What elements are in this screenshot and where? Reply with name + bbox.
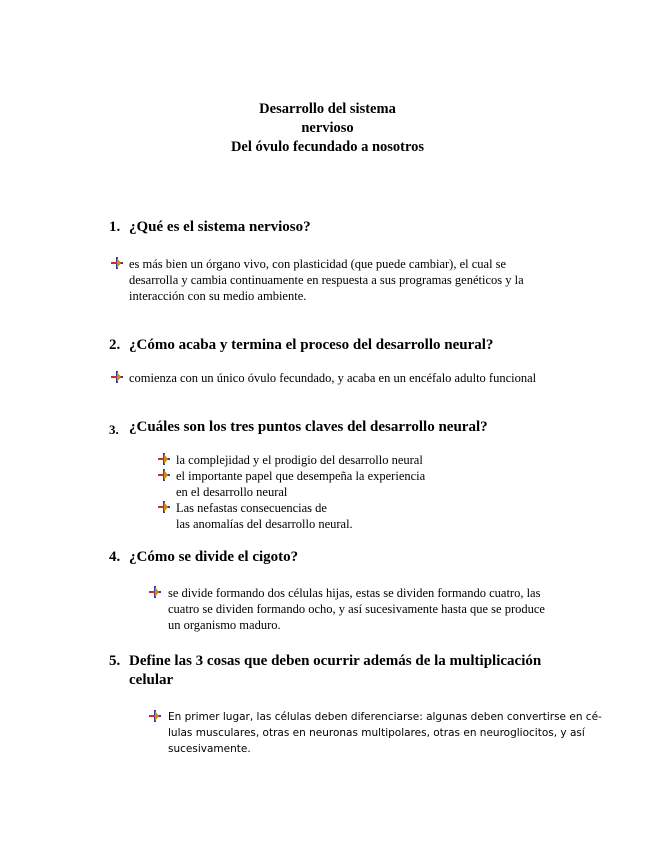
- bullet-arrow-icon: [158, 501, 170, 513]
- answer-line: sucesivamente.: [168, 743, 251, 755]
- point-line: el importante papel que desempeña la experiencia: [176, 469, 426, 483]
- answer-line: un organismo maduro.: [168, 618, 281, 632]
- question-4-text: ¿Cómo se divide el cigoto?: [129, 549, 299, 565]
- answer-line: comienza con un único óvulo fecundado, y acaba en un encéfalo adulto funcional: [129, 371, 537, 385]
- question-3-number: 3.: [109, 422, 119, 437]
- title-line-2: nervioso: [301, 120, 354, 136]
- bullet-arrow-icon: [149, 710, 161, 722]
- question-5-number: 5.: [109, 653, 121, 669]
- question-5-text-line-2: celular: [129, 672, 174, 688]
- point-line: en el desarrollo neural: [176, 485, 288, 499]
- answer-line: es más bien un órgano vivo, con plasticidad (que puede cambiar), el cual se: [129, 257, 507, 271]
- point-line: la complejidad y el prodigio del desarrollo neural: [176, 453, 423, 467]
- bullet-arrow-icon: [149, 586, 161, 598]
- answer-line: se divide formando dos células hijas, estas se dividen formando cuatro, las: [168, 586, 541, 600]
- question-5-text-line-1: Define las 3 cosas que deben ocurrir además de la multiplicación: [129, 653, 542, 669]
- point-line: Las nefastas consecuencias de: [176, 501, 327, 515]
- document-title: [0, 100, 655, 157]
- bullet-arrow-icon: [111, 371, 123, 383]
- answer-line: interacción con su medio ambiente.: [129, 289, 307, 303]
- question-2-text: ¿Cómo acaba y termina el proceso del desarrollo neural?: [129, 337, 494, 353]
- bullet-arrow-icon: [158, 453, 170, 465]
- question-2-number: 2.: [109, 337, 121, 353]
- title-line-1: Desarrollo del sistema: [259, 101, 396, 117]
- bullet-arrow-icon: [111, 257, 123, 269]
- bullet-arrow-icon: [158, 469, 170, 481]
- question-1-text: ¿Qué es el sistema nervioso?: [129, 219, 311, 235]
- answer-line: cuatro se dividen formando ocho, y así sucesivamente hasta que se produce: [168, 602, 545, 616]
- question-1-number: 1.: [109, 219, 121, 235]
- title-line-3: Del óvulo fecundado a nosotros: [230, 139, 425, 155]
- answer-line: lulas musculares, otras en neuronas multipolares, otras en neurogliocitos, y así: [168, 727, 585, 739]
- answer-line: En primer lugar, las células deben diferenciarse: algunas deben convertirse en cé-: [168, 711, 602, 723]
- question-3-text: ¿Cuáles son los tres puntos claves del desarrollo neural?: [129, 419, 488, 435]
- question-4-number: 4.: [109, 549, 121, 565]
- point-line: las anomalías del desarrollo neural.: [176, 517, 353, 531]
- answer-line: desarrolla y cambia continuamente en respuesta a sus programas genéticos y la: [129, 273, 524, 287]
